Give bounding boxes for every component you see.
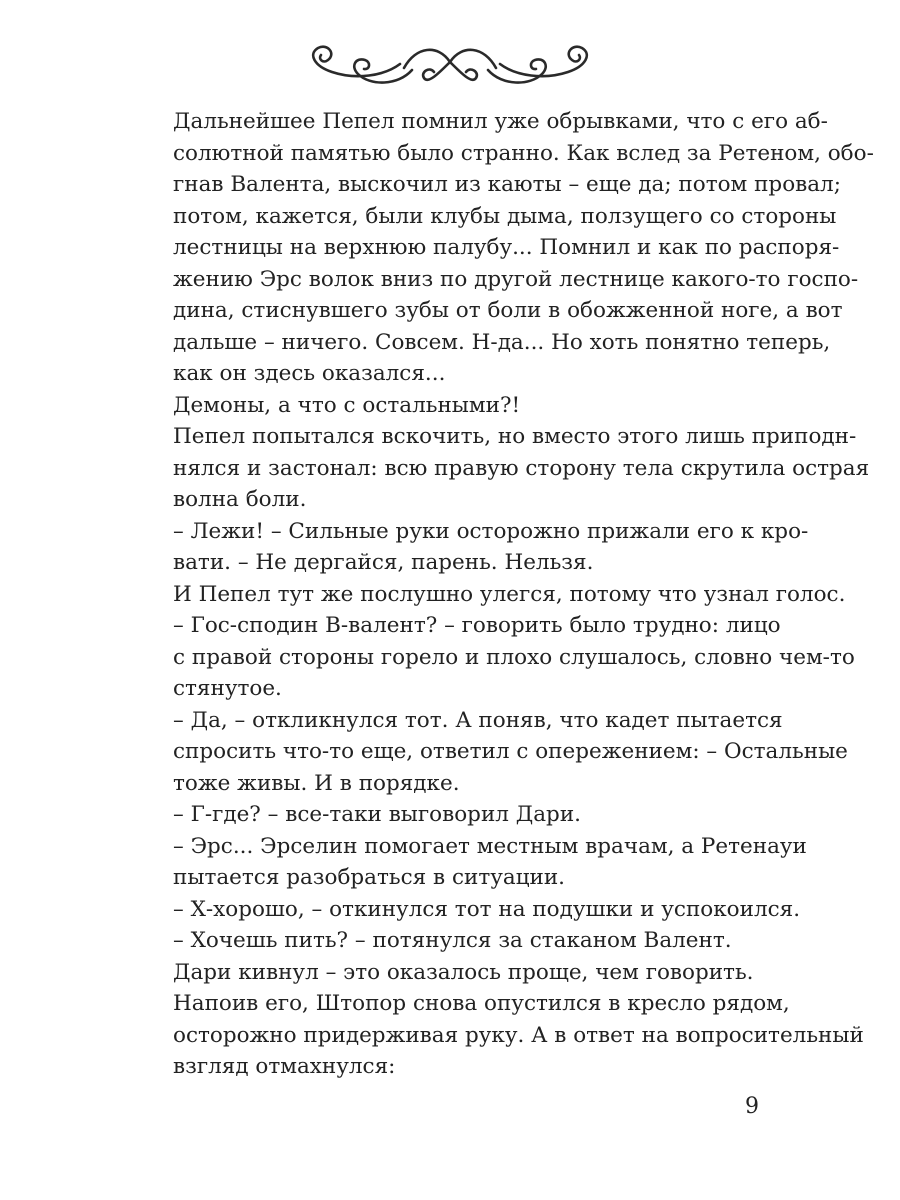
paragraph	[142, 421, 870, 516]
paragraph	[142, 579, 846, 611]
text-line: – Лежи! – Сильные руки осторожно прижали его к кро-	[173, 518, 809, 544]
text-line: солютной памятью было странно. Как вслед за Ретеном, обо-	[173, 140, 874, 166]
body-text	[142, 106, 874, 1083]
paragraph	[142, 705, 848, 800]
text-line: с правой стороны горело и плохо слушалось, словно чем-то	[173, 644, 855, 670]
paragraph	[142, 106, 874, 390]
text-line: взгляд отмахнулся:	[173, 1054, 396, 1079]
text-line: лестницы на верхнюю палубу... Помнил и как по распоря-	[173, 235, 840, 260]
text-line: волна боли.	[173, 487, 307, 512]
text-line: жению Эрс волок вниз по другой лестнице какого-то госпо-	[173, 266, 859, 292]
text-line: как он здесь оказался...	[173, 361, 446, 386]
text-line: Дальнейшее Пепел помнил уже обрывками, что с его аб-	[173, 109, 828, 134]
text-line: спросить что-то еще, ответил с опережением: – Остальные	[173, 739, 848, 764]
text-line: вати. – Не дергайся, парень. Нельзя.	[173, 550, 594, 575]
paragraph	[142, 988, 864, 1083]
text-line: Дари кивнул – это оказалось проще, чем говорить.	[173, 959, 754, 985]
paragraph	[142, 957, 756, 989]
text-line: дина, стиснувшего зубы от боли в обожженной ноге, а вот	[173, 298, 843, 323]
text-line: И Пепел тут же послушно улегся, потому что узнал голос.	[173, 581, 846, 607]
text-line: – Хочешь пить? – потянулся за стаканом Валент.	[173, 928, 732, 953]
page-number: 9	[745, 1094, 759, 1119]
text-line: осторожно придерживая руку. А в ответ на вопросительный	[173, 1022, 864, 1048]
text-line: дальше – ничего. Совсем. Н-да... Но хоть понятно теперь,	[173, 329, 831, 355]
text-line: – Да, – откликнулся тот. А поняв, что кадет пытается	[173, 707, 783, 733]
paragraph	[142, 390, 756, 422]
text-line: – Гос-сподин В-валент? – говорить было трудно: лицо	[173, 613, 781, 638]
text-line: – Эрс... Эрселин помогает местным врачам, а Ретенауи	[173, 833, 807, 859]
text-line: нялся и застонал: всю правую сторону тела скрутила острая	[173, 455, 870, 481]
paragraph	[142, 799, 756, 831]
text-line: Демоны, а что с остальными?!	[173, 392, 521, 418]
paragraph	[142, 925, 756, 957]
text-line: Напоив его, Штопор снова опустился в кресло рядом,	[173, 991, 790, 1016]
text-line: – Х-хорошо, – откинулся тот на подушки и успокоился.	[173, 896, 801, 922]
paragraph	[142, 516, 809, 579]
text-line: пытается разобраться в ситуации.	[173, 865, 566, 890]
text-line: тоже живы. И в порядке.	[173, 770, 460, 796]
paragraph	[142, 831, 807, 894]
text-line: гнав Валента, выскочил из каюты – еще да; потом провал;	[173, 172, 841, 197]
paragraph	[142, 894, 801, 926]
paragraph	[142, 610, 855, 705]
text-line: Пепел попытался вскочить, но вместо этого лишь приподн-	[173, 424, 857, 449]
text-line: стянутое.	[173, 676, 282, 701]
text-line: – Г-где? – все-таки выговорил Дари.	[173, 802, 581, 827]
decorative-ornament-icon	[300, 40, 600, 90]
text-line: потом, кажется, были клубы дыма, ползущего со стороны	[173, 203, 837, 229]
